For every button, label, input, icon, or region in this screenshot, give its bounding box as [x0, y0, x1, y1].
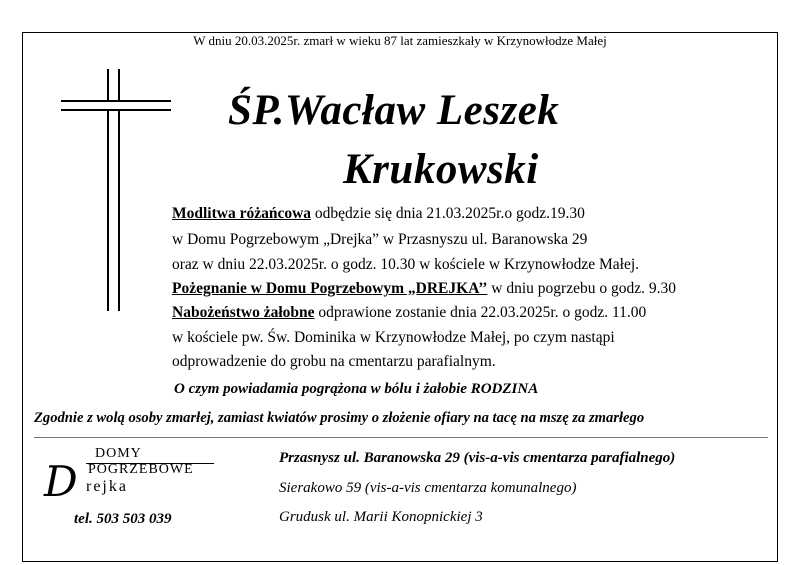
mass-label: Nabożeństwo żałobne [172, 304, 315, 321]
address-3: Grudusk ul. Marii Konopnickiej 3 [279, 509, 483, 525]
schedule-line-2: w Domu Pogrzebowym „Drejka” w Przasnyszu ul. Baranowska 29 [172, 231, 588, 248]
deceased-name-line2: Krukowski [343, 146, 539, 193]
mass-line [172, 304, 646, 322]
logo-initial: D [44, 457, 78, 506]
logo-line2: POGRZEBOWE [88, 462, 194, 477]
farewell-text: w dniu pogrzebu o godz. 9.30 [487, 280, 676, 297]
rosary-text: odbędzie się dnia 21.03.2025r.o godz.19.30 [311, 205, 585, 222]
schedule-line-3: oraz w dniu 22.03.2025r. o godz. 10.30 w kościele w Krzynowłodze Małej. [172, 256, 640, 273]
phone-number: tel. 503 503 039 [74, 511, 172, 527]
family-note: O czym powiadamia pogrążona w bólu i żałobie RODZINA [174, 381, 539, 397]
footer-divider [34, 437, 768, 438]
schedule-line-7: odprowadzenie do grobu na cmentarzu parafialnym. [172, 353, 496, 370]
logo-name: rejka [86, 478, 128, 495]
schedule-line-6: w kościele pw. Św. Dominika w Krzynowłodze Małej, po czym nastąpi [172, 329, 615, 346]
rosary-label: Modlitwa różańcowa [172, 205, 312, 222]
death-notice-line: W dniu 20.03.2025r. zmarł w wieku 87 lat zamieszkały w Krzynowłodze Małej [193, 33, 607, 48]
mass-text: odprawione zostanie dnia 22.03.2025r. o godz. 11.00 [314, 304, 647, 321]
cross-intersection [109, 102, 118, 109]
rosary-line [172, 205, 585, 223]
address-2: Sierakowo 59 (vis-a-vis cmentarza komunalnego) [279, 480, 577, 496]
deceased-name-line1: ŚP.Wacław Leszek [228, 87, 560, 134]
wish-note: Zgodnie z wolą osoby zmarłej, zamiast kwiatów prosimy o złożenie ofiary na tacę na mszę za zmarłego [34, 410, 645, 426]
farewell-label: Pożegnanie w Domu Pogrzebowym „DREJKA’’ [172, 280, 488, 297]
logo-line1: DOMY [95, 446, 142, 461]
farewell-line [172, 280, 676, 298]
address-1: Przasnysz ul. Baranowska 29 (vis-a-vis cmentarza parafialnego) [279, 450, 676, 466]
